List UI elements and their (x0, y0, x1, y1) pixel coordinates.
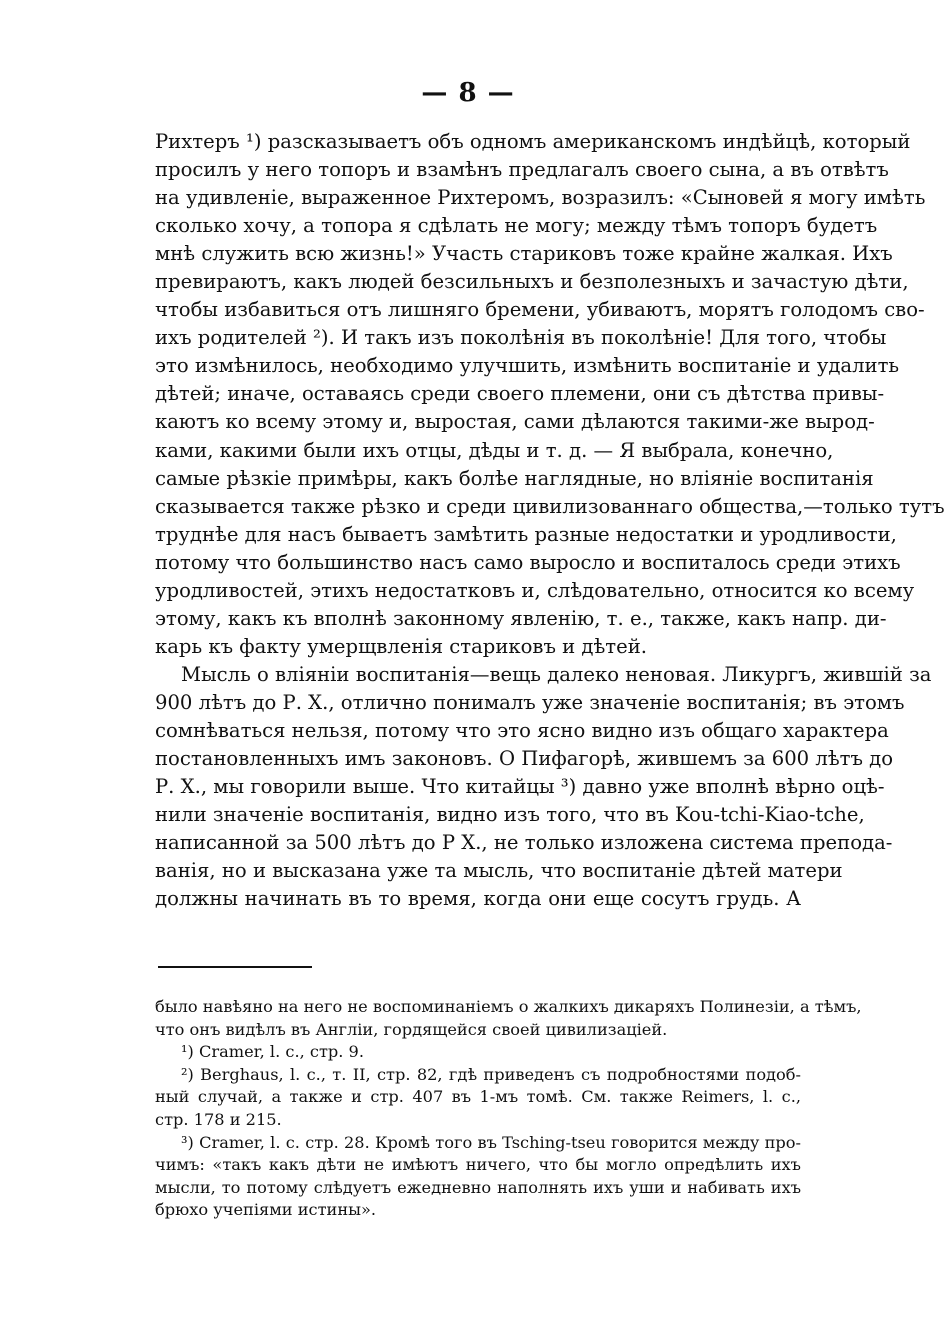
text-line: этому, какъ къ вполнѣ законному явленію, т. е., также, какъ напр. ди- (155, 606, 887, 630)
text-line: дѣтей; иначе, оставаясь среди своего племени, они съ дѣтства привы- (155, 382, 885, 406)
text-line: труднѣе для насъ бываетъ замѣтить разные недостатки и уродливости, (155, 522, 897, 546)
footnote-line: что онъ видѣлъ въ Англіи, гордящейся своей цивилизаціей. (155, 1019, 668, 1039)
text-line: карь къ факту умерщвленія стариковъ и дѣтей. (155, 634, 648, 658)
text-line: это измѣнилось, необходимо улучшить, измѣнить воспитаніе и удалить (155, 354, 900, 378)
text-line: сказывается также рѣзко и среди цивилизованнаго общества,—только тутъ (155, 494, 945, 518)
text-line: ихъ родителей ²). И такъ изъ поколѣнія въ поколѣніе! Для того, чтобы (155, 326, 887, 350)
footnote-line: было навѣяно на него не воспоминаніемъ о жалкихъ дикаряхъ Полинезіи, а тѣмъ, (155, 997, 862, 1016)
footnote-divider (158, 966, 312, 968)
text-line: чтобы избавиться отъ лишняго бремени, убиваютъ, морятъ голодомъ сво- (155, 298, 925, 322)
text-line: Р. Х., мы говорили выше. Что китайцы ³) давно уже вполнѣ вѣрно оцѣ- (155, 775, 885, 799)
text-line: мнѣ служить всю жизнь!» Участь стариковъ тоже крайне жалкая. Ихъ (155, 242, 893, 266)
text-line: Рихтеръ ¹) разсказываетъ объ одномъ американскомъ индѣйцѣ, который (155, 130, 911, 153)
text-line: превираютъ, какъ людей безсильныхъ и безполезныхъ и зачастую дѣти, (155, 270, 909, 294)
main-text (155, 128, 945, 913)
text-line: самые рѣзкіе примѣры, какъ болѣе наглядные, но вліяніе воспитанія (155, 466, 874, 490)
text-line: 900 лѣтъ до Р. Х., отлично понималъ уже значеніе воспитанія; въ этомъ (155, 690, 905, 714)
footnote-1: ¹) Cramer, l. c., стр. 9. (181, 1042, 364, 1062)
footnote-line: ный случай, а также и стр. 407 въ 1-мъ томѣ. См. также Reimers, l. c., (155, 1087, 801, 1107)
footnote-line: мысли, то потому слѣдуетъ ежедневно наполнять ихъ уши и набивать ихъ (155, 1177, 801, 1197)
text-line: написанной за 500 лѣтъ до Р Х., не только изложена система препода- (155, 831, 893, 855)
text-line: уродливостей, этихъ недостатковъ и, слѣдовательно, относится ко всему (155, 578, 915, 602)
footnote-line: стр. 178 и 215. (155, 1109, 282, 1129)
text-line: должны начинать въ то время, когда они еще сосутъ грудь. А (155, 887, 801, 911)
text-line: просилъ у него топоръ и взамѣнъ предлагалъ своего сына, а въ отвѣтъ (155, 158, 889, 182)
footnote-line: чимъ: «такъ какъ дѣти не имѣютъ ничего, что бы могло опредѣлить ихъ (155, 1155, 801, 1175)
text-line: постановленныхъ имъ законовъ. О Пифагорѣ, жившемъ за 600 лѣтъ до (155, 747, 894, 771)
text-line: ванія, но и высказана уже та мысль, что воспитаніе дѣтей матери (155, 859, 843, 883)
footnote-2: ²) Berghaus, l. c., т. II, стр. 82, гдѣ приведенъ съ подробностями подоб- (181, 1064, 801, 1084)
text-line: сомнѣваться нельзя, потому что это ясно видно изъ общаго характера (155, 718, 889, 742)
text-line: сколько хочу, а топора я сдѣлать не могу; между тѣмъ топоръ будетъ (155, 214, 878, 238)
footnotes (155, 996, 862, 1222)
text-line: Мысль о вліяніи воспитанія—вещь далеко неновая. Ликургъ, жившій за (181, 662, 932, 686)
text-line: потому что большинство насъ само выросло и воспиталось среди этихъ (155, 550, 901, 574)
text-line: на удивленіе, выраженное Рихтеромъ, возразилъ: «Сыновей я могу имѣть (155, 186, 926, 210)
footnote-line: брюхо учепіями истины». (155, 1200, 377, 1220)
text-line: ками, какими были ихъ отцы, дѣды и т. д. — Я выбрала, конечно, (155, 438, 834, 462)
text-line: нили значеніе воспитанія, видно изъ того, что въ Kou-tchi-Kiao-tche, (155, 803, 865, 827)
footnote-3: ³) Cramer, l. c. стр. 28. Кромѣ того въ Tsching-tseu говорится между про- (181, 1132, 801, 1152)
page-number: — 8 — (421, 78, 515, 108)
text-line: каютъ ко всему этому и, выростая, сами дѣлаются такими-же вырод- (155, 410, 875, 434)
